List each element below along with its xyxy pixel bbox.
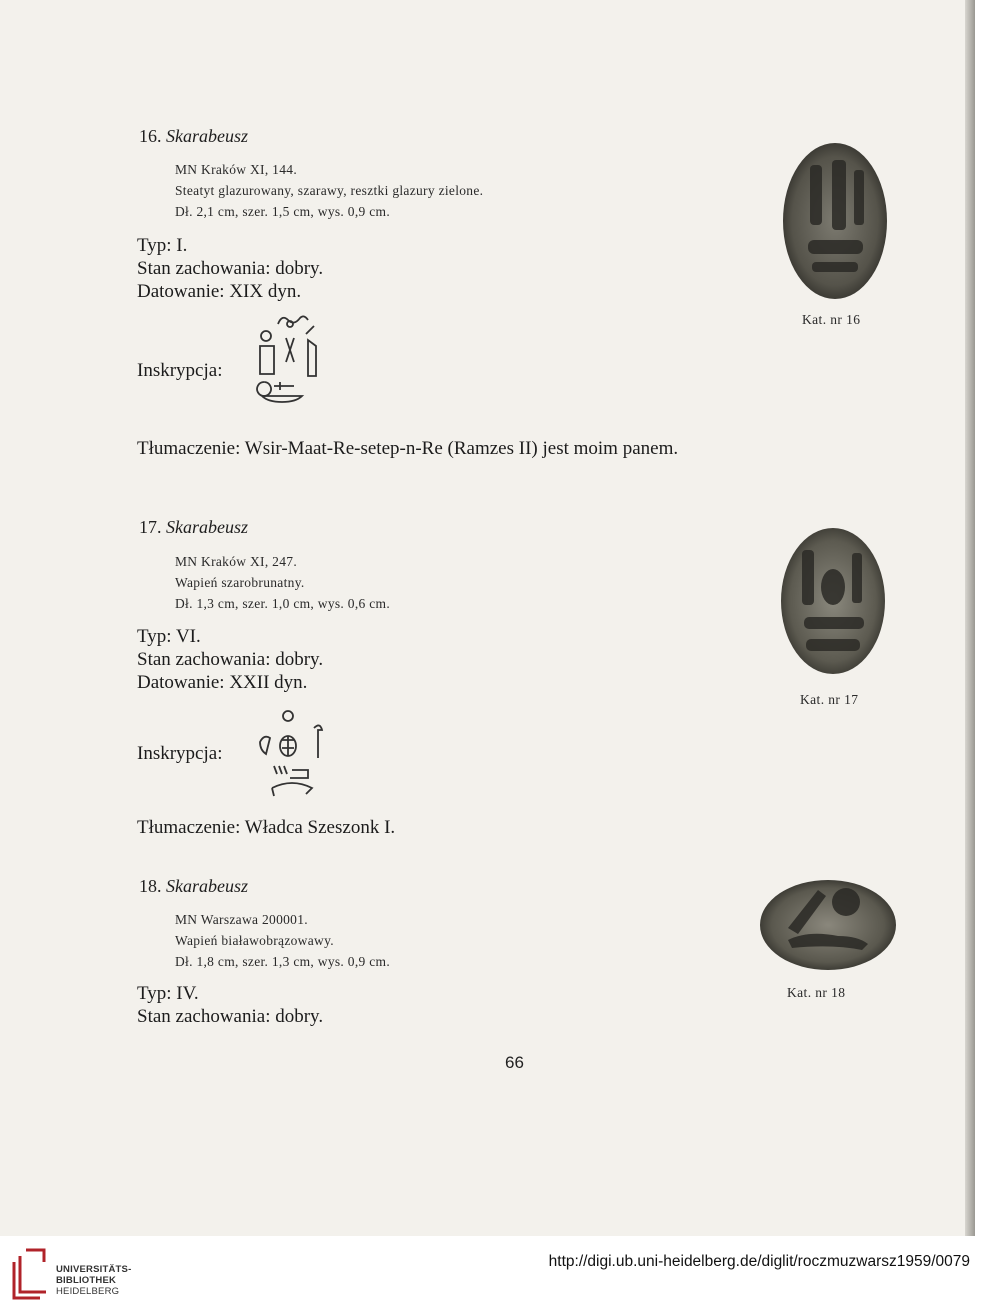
entry-number: 17. [139, 517, 162, 537]
meta-line: Wapień szarobrunatny. [175, 575, 305, 590]
entry-18-title [139, 876, 248, 897]
meta-line: Wapień białawobrązowawy. [175, 933, 334, 948]
entry-17-translation: Tłumaczenie: Władca Szeszonk I. [137, 817, 396, 838]
entry-16-translation: Tłumaczenie: Wsir-Maat-Re-setep-n-Re (Ramzes II) jest moim panem. [137, 438, 679, 459]
entry-18-props [137, 982, 323, 1028]
caption-18: Kat. nr 18 [787, 985, 846, 1000]
stan-line: Stan zachowania: dobry. [137, 1006, 324, 1027]
typ-line: Typ: I. [137, 235, 188, 256]
datowanie-line: Datowanie: XXII dyn. [137, 672, 308, 693]
meta-line: MN Kraków XI, 144. [175, 162, 298, 177]
entry-heading: Skarabeusz [166, 517, 248, 537]
stan-line: Stan zachowania: dobry. [137, 649, 324, 670]
entry-17-meta [175, 551, 390, 614]
logo-line: BIBLIOTHEK [56, 1275, 117, 1286]
hieroglyph-inscription-17 [254, 706, 334, 802]
entry-16-meta [175, 159, 483, 222]
caption-16: Kat. nr 16 [802, 312, 861, 327]
entry-16-inscription-label: Inskrypcja: [137, 360, 223, 381]
entry-heading: Skarabeusz [166, 126, 248, 146]
entry-17-inscription-label: Inskrypcja: [137, 743, 223, 764]
entry-16-props [137, 234, 323, 303]
meta-line: Dł. 1,8 cm, szer. 1,3 cm, wys. 0,9 cm. [175, 954, 390, 969]
entry-17-props [137, 625, 323, 694]
entry-16-title [139, 126, 248, 147]
scarab-seal-17-image [778, 525, 888, 677]
entry-heading: Skarabeusz [166, 876, 248, 896]
entry-number: 16. [139, 126, 162, 146]
hieroglyph-inscription-16 [250, 310, 330, 420]
entry-number: 18. [139, 876, 162, 896]
university-library-logo-icon [10, 1248, 50, 1300]
scarab-seal-16-image [780, 140, 890, 302]
scarab-seal-18-image [758, 878, 898, 972]
caption-17: Kat. nr 17 [800, 692, 859, 707]
meta-line: Dł. 2,1 cm, szer. 1,5 cm, wys. 0,9 cm. [175, 204, 390, 219]
logo-line: HEIDELBERG [56, 1286, 120, 1297]
typ-line: Typ: VI. [137, 626, 201, 647]
university-library-name [56, 1264, 131, 1297]
footer-bar [0, 1236, 982, 1312]
entry-17-title [139, 517, 248, 538]
logo-line: UNIVERSITÄTS- [56, 1264, 132, 1275]
stan-line: Stan zachowania: dobry. [137, 258, 324, 279]
meta-line: MN Kraków XI, 247. [175, 554, 298, 569]
source-url-link[interactable]: http://digi.ub.uni-heidelberg.de/diglit/roczmuzwarsz1959/0079 [548, 1253, 970, 1270]
datowanie-line: Datowanie: XIX dyn. [137, 281, 302, 302]
entry-18-meta [175, 909, 390, 972]
meta-line: Steatyt glazurowany, szarawy, resztki glazury zielone. [175, 183, 484, 198]
meta-line: Dł. 1,3 cm, szer. 1,0 cm, wys. 0,6 cm. [175, 596, 390, 611]
page-number: 66 [505, 1053, 524, 1072]
meta-line: MN Warszawa 200001. [175, 912, 308, 927]
typ-line: Typ: IV. [137, 983, 199, 1004]
